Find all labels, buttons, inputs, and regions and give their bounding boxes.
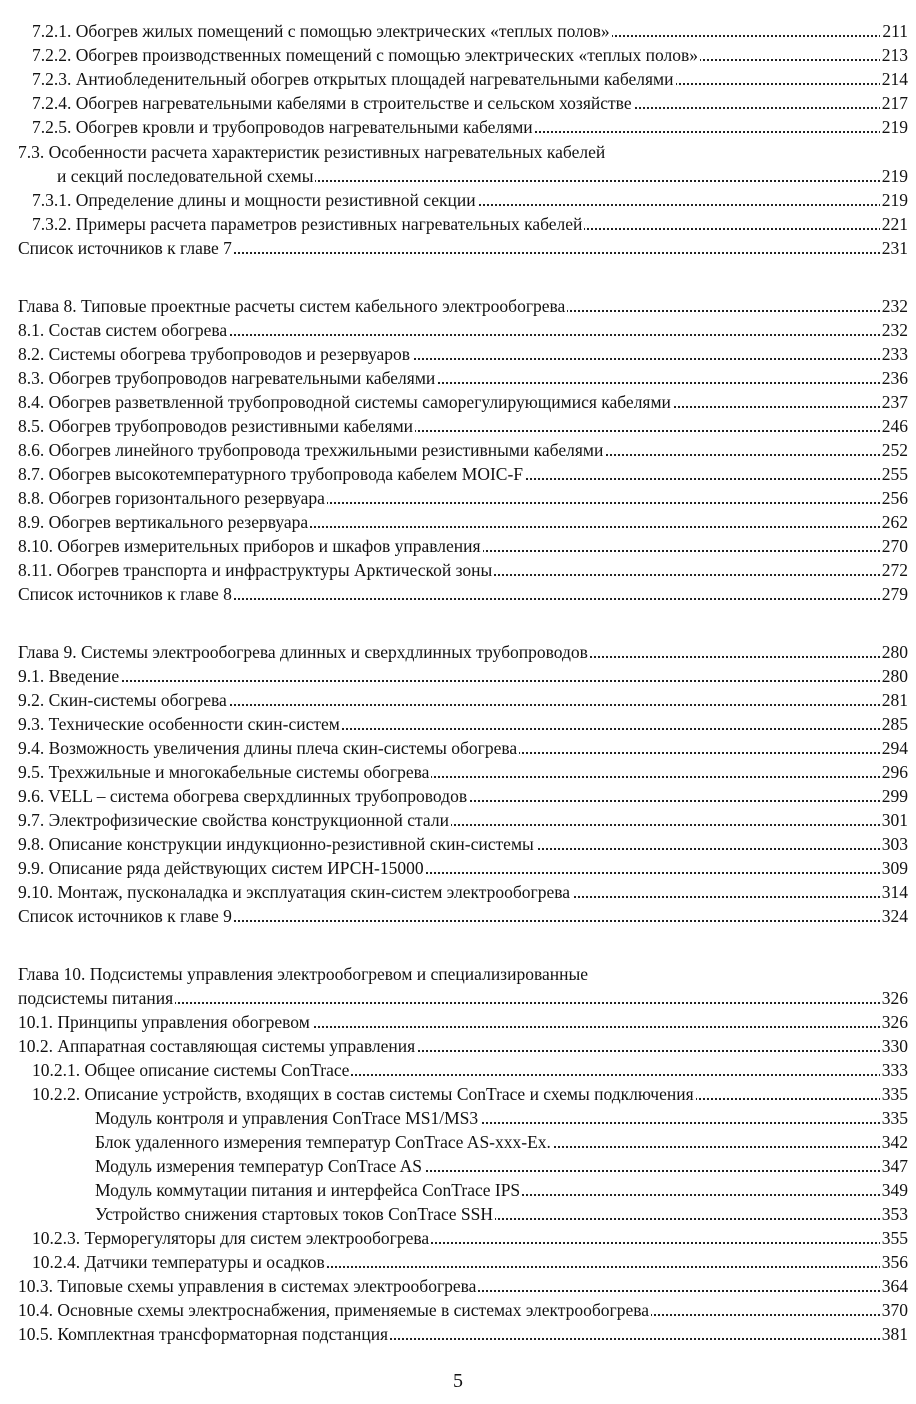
- toc-entry-page: 219: [881, 190, 908, 210]
- toc-entry[interactable]: [0, 1082, 916, 1106]
- toc-entry-title: 10.3. Типовые схемы управления в системах электрообогрева: [18, 1276, 477, 1296]
- toc-entry[interactable]: [0, 640, 916, 664]
- toc-entry[interactable]: [0, 1106, 916, 1130]
- toc-entry[interactable]: [0, 712, 916, 736]
- toc-entry-page: 233: [881, 344, 908, 364]
- toc-entry-title: 10.2.1. Общее описание системы ConTrace: [32, 1060, 350, 1080]
- toc-entry-title: Список источников к главе 9: [18, 906, 232, 926]
- toc-entry[interactable]: [0, 534, 916, 558]
- toc-entry-title: Список источников к главе 8: [18, 584, 232, 604]
- toc-entry-page: 309: [881, 858, 908, 878]
- toc-entry-title: 7.3. Особенности расчета характеристик резистивных нагревательных кабелей: [18, 142, 606, 162]
- toc-entry-page: 296: [881, 762, 908, 782]
- toc-entry-page: 231: [881, 238, 908, 258]
- toc-entry-page: 285: [881, 714, 908, 734]
- toc-entry-title: 9.9. Описание ряда действующих систем ИРСН-15000: [18, 858, 424, 878]
- toc-entry-title: 10.2.3. Терморегуляторы для систем электрообогрева: [32, 1228, 430, 1248]
- toc-entry-page: 381: [881, 1324, 908, 1344]
- toc-entry[interactable]: [0, 558, 916, 582]
- toc-entry-title: 10.4. Основные схемы электроснабжения, применяемые в системах электрообогрева: [18, 1300, 650, 1320]
- toc-entry-title: Список источников к главе 7: [18, 238, 232, 258]
- toc-entry-title: 7.2.4. Обогрев нагревательными кабелями в строительстве и сельском хозяйстве: [32, 93, 632, 113]
- toc-entry-page: 294: [881, 738, 908, 758]
- toc-entry[interactable]: [0, 582, 916, 606]
- toc-entry-title: Модуль коммутации питания и интерфейса ConTrace IPS: [95, 1180, 521, 1200]
- toc-entry[interactable]: [0, 1298, 916, 1322]
- toc-entry-title: 9.8. Описание конструкции индукционно-резистивной скин-системы: [18, 834, 534, 854]
- toc-entry[interactable]: [0, 904, 916, 928]
- toc-entry-page: 335: [881, 1108, 908, 1128]
- toc-entry-title: 10.2.2. Описание устройств, входящих в состав системы ConTrace и схемы подключения: [32, 1084, 694, 1104]
- toc-entry-title: 8.4. Обогрев разветвленной трубопроводной системы саморегулирующимися кабелями: [18, 392, 671, 412]
- toc-entry-title: Модуль контроля и управления ConTrace MS1/MS3: [95, 1108, 479, 1128]
- toc-entry[interactable]: [0, 318, 916, 342]
- toc-entry-page: 280: [881, 666, 908, 686]
- toc-entry-title: 8.11. Обогрев транспорта и инфраструктуры Арктической зоны: [18, 560, 493, 580]
- toc-entry-page: 364: [881, 1276, 908, 1296]
- toc-entry-page: 214: [881, 69, 908, 89]
- toc-entry-page: 335: [881, 1084, 908, 1104]
- toc-entry-title: 7.2.5. Обогрев кровли и трубопроводов нагревательными кабелями: [32, 117, 533, 137]
- toc-entry-page: 356: [881, 1252, 908, 1272]
- toc-entry[interactable]: [0, 19, 916, 43]
- toc-entry[interactable]: [0, 342, 916, 366]
- toc-entry-page: 303: [881, 834, 908, 854]
- toc-entry-page: 270: [881, 536, 908, 556]
- toc-entry-title: Устройство снижения стартовых токов ConTrace SSH: [95, 1204, 493, 1224]
- toc-entry-title: 9.1. Введение: [18, 666, 120, 686]
- toc-entry[interactable]: [0, 1010, 916, 1034]
- toc-entry-title: 8.8. Обогрев горизонтального резервуара: [18, 488, 325, 508]
- toc-entry[interactable]: [0, 164, 916, 188]
- toc-entry[interactable]: [0, 414, 916, 438]
- toc-entry[interactable]: [0, 91, 916, 115]
- toc-entry[interactable]: [0, 366, 916, 390]
- toc-entry-title: 9.2. Скин-системы обогрева: [18, 690, 227, 710]
- toc-entry[interactable]: [0, 1178, 916, 1202]
- toc-entry[interactable]: [0, 188, 916, 212]
- toc-entry[interactable]: [0, 880, 916, 904]
- toc-entry[interactable]: [0, 962, 916, 986]
- toc-entry-page: 326: [881, 1012, 908, 1032]
- toc-entry[interactable]: [0, 1322, 916, 1346]
- toc-entry[interactable]: [0, 1130, 916, 1154]
- toc-entry[interactable]: [0, 67, 916, 91]
- toc-entry-title: 9.7. Электрофизические свойства конструкционной стали: [18, 810, 449, 830]
- toc-entry-page: 333: [881, 1060, 908, 1080]
- toc-entry[interactable]: [0, 236, 916, 260]
- toc-entry-title: и секций последовательной схемы: [57, 166, 314, 186]
- toc-entry-title: 8.1. Состав систем обогрева: [18, 320, 228, 340]
- toc-entry-page: 324: [881, 906, 908, 926]
- toc-entry-title: Блок удаленного измерения температур ConTrace AS-xxx-Ex.: [95, 1132, 551, 1152]
- toc-entry-title: Глава 10. Подсистемы управления электрообогревом и специализированные: [18, 964, 589, 984]
- toc-entry[interactable]: [0, 1202, 916, 1226]
- toc-entry[interactable]: [0, 736, 916, 760]
- toc-entry-page: 301: [881, 810, 908, 830]
- toc-entry[interactable]: [0, 856, 916, 880]
- toc-entry-title: 8.6. Обогрев линейного трубопровода трехжильными резистивными кабелями: [18, 440, 604, 460]
- toc-entry-page: 326: [881, 988, 908, 1008]
- toc-entry[interactable]: [0, 1226, 916, 1250]
- toc-entry-title: 10.1. Принципы управления обогревом: [18, 1012, 310, 1032]
- toc-entry-title: 9.3. Технические особенности скин-систем: [18, 714, 340, 734]
- toc-entry-title: 7.3.1. Определение длины и мощности резистивной секции: [32, 190, 476, 210]
- toc-entry[interactable]: [0, 510, 916, 534]
- toc-entry-page: 221: [881, 214, 908, 234]
- toc-entry-page: 347: [881, 1156, 908, 1176]
- toc-entry-title: Глава 9. Системы электрообогрева длинных и сверхдлинных трубопроводов: [18, 642, 588, 662]
- toc-entry-title: 8.3. Обогрев трубопроводов нагревательными кабелями: [18, 368, 436, 388]
- toc-entry-page: 256: [881, 488, 908, 508]
- toc-entry-title: 9.10. Монтаж, пусконаладка и эксплуатация скин-систем электрообогрева: [18, 882, 571, 902]
- toc-entry-title: 8.5. Обогрев трубопроводов резистивными кабелями: [18, 416, 414, 436]
- toc-entry-page: 349: [881, 1180, 908, 1200]
- toc-entry-page: 219: [881, 166, 908, 186]
- toc-entry[interactable]: [0, 212, 916, 236]
- toc-entry-title: 10.2.4. Датчики температуры и осадков: [32, 1252, 325, 1272]
- toc-entry[interactable]: [0, 140, 916, 164]
- toc-entry[interactable]: [0, 760, 916, 784]
- toc-entry-title: 10.5. Комплектная трансформаторная подстанция: [18, 1324, 389, 1344]
- toc-entry-title: 9.6. VELL – система обогрева сверхдлинных трубопроводов: [18, 786, 468, 806]
- toc-entry-page: 255: [881, 464, 908, 484]
- toc-entry[interactable]: [0, 664, 916, 688]
- toc-entry-page: 370: [881, 1300, 908, 1320]
- toc-entry-title: 7.2.2. Обогрев производственных помещений с помощью электрических «теплых полов»: [32, 45, 698, 65]
- toc-entry[interactable]: [0, 43, 916, 67]
- toc-entry-page: 246: [881, 416, 908, 436]
- toc-entry[interactable]: [0, 986, 916, 1010]
- toc-entry[interactable]: [0, 462, 916, 486]
- toc-entry-page: 299: [881, 786, 908, 806]
- toc-entry-page: 279: [881, 584, 908, 604]
- toc-entry-title: 10.2. Аппаратная составляющая системы управления: [18, 1036, 416, 1056]
- toc-entry[interactable]: [0, 784, 916, 808]
- toc-entry-page: 355: [881, 1228, 908, 1248]
- toc-entry-page: 280: [881, 642, 908, 662]
- toc-entry-title: 9.5. Трехжильные и многокабельные системы обогрева: [18, 762, 430, 782]
- toc-entry-page: 342: [881, 1132, 908, 1152]
- toc-entry-page: 272: [881, 560, 908, 580]
- toc-entry[interactable]: [0, 486, 916, 510]
- toc-entry[interactable]: [0, 1034, 916, 1058]
- toc-entry-title: 8.9. Обогрев вертикального резервуара: [18, 512, 309, 532]
- toc-entry-title: 9.4. Возможность увеличения длины плеча скин-системы обогрева: [18, 738, 518, 758]
- toc-entry-page: 211: [882, 21, 908, 41]
- toc-entry[interactable]: [0, 115, 916, 139]
- toc-entry-title: 8.2. Системы обогрева трубопроводов и резервуаров: [18, 344, 411, 364]
- toc-entry-page: 232: [881, 320, 908, 340]
- toc-entry[interactable]: [0, 294, 916, 318]
- toc-dot-leader: [18, 678, 900, 682]
- toc-entry-page: 262: [881, 512, 908, 532]
- toc-entry[interactable]: [0, 1274, 916, 1298]
- toc-entry-page: 213: [881, 45, 908, 65]
- toc-entry[interactable]: [0, 1250, 916, 1274]
- toc-entry-title: Глава 8. Типовые проектные расчеты систем кабельного электрообогрева: [18, 296, 566, 316]
- toc-entry-page: 314: [881, 882, 908, 902]
- toc-entry-page: 252: [881, 440, 908, 460]
- toc-entry[interactable]: [0, 438, 916, 462]
- toc-entry-page: 232: [881, 296, 908, 316]
- toc-entry-title: 7.2.3. Антиобледенительный обогрев открытых площадей нагревательными кабелями: [32, 69, 674, 89]
- toc-entry-page: 330: [881, 1036, 908, 1056]
- toc-entry-title: 8.10. Обогрев измерительных приборов и шкафов управления: [18, 536, 481, 556]
- toc-entry-page: 353: [881, 1204, 908, 1224]
- toc-entry[interactable]: [0, 808, 916, 832]
- toc-entry-page: 236: [881, 368, 908, 388]
- toc-entry-title: 7.2.1. Обогрев жилых помещений с помощью электрических «теплых полов»: [32, 21, 610, 41]
- toc-entry[interactable]: [0, 1058, 916, 1082]
- toc-entry-title: 7.3.2. Примеры расчета параметров резистивных нагревательных кабелей: [32, 214, 583, 234]
- toc-entry-page: 217: [881, 93, 908, 113]
- toc-entry[interactable]: [0, 390, 916, 414]
- toc-entry-title: 8.7. Обогрев высокотемпературного трубопровода кабелем MOIC-F: [18, 464, 524, 484]
- toc-entry[interactable]: [0, 1154, 916, 1178]
- page-number: 5: [453, 1370, 463, 1392]
- toc-entry-page: 219: [881, 117, 908, 137]
- toc-entry-page: 281: [881, 690, 908, 710]
- toc-entry[interactable]: [0, 832, 916, 856]
- toc-entry[interactable]: [0, 688, 916, 712]
- toc-entry-title: Модуль измерения температур ConTrace AS: [95, 1156, 423, 1176]
- toc-entry-title: подсистемы питания: [18, 988, 174, 1008]
- toc-entry-page: 237: [881, 392, 908, 412]
